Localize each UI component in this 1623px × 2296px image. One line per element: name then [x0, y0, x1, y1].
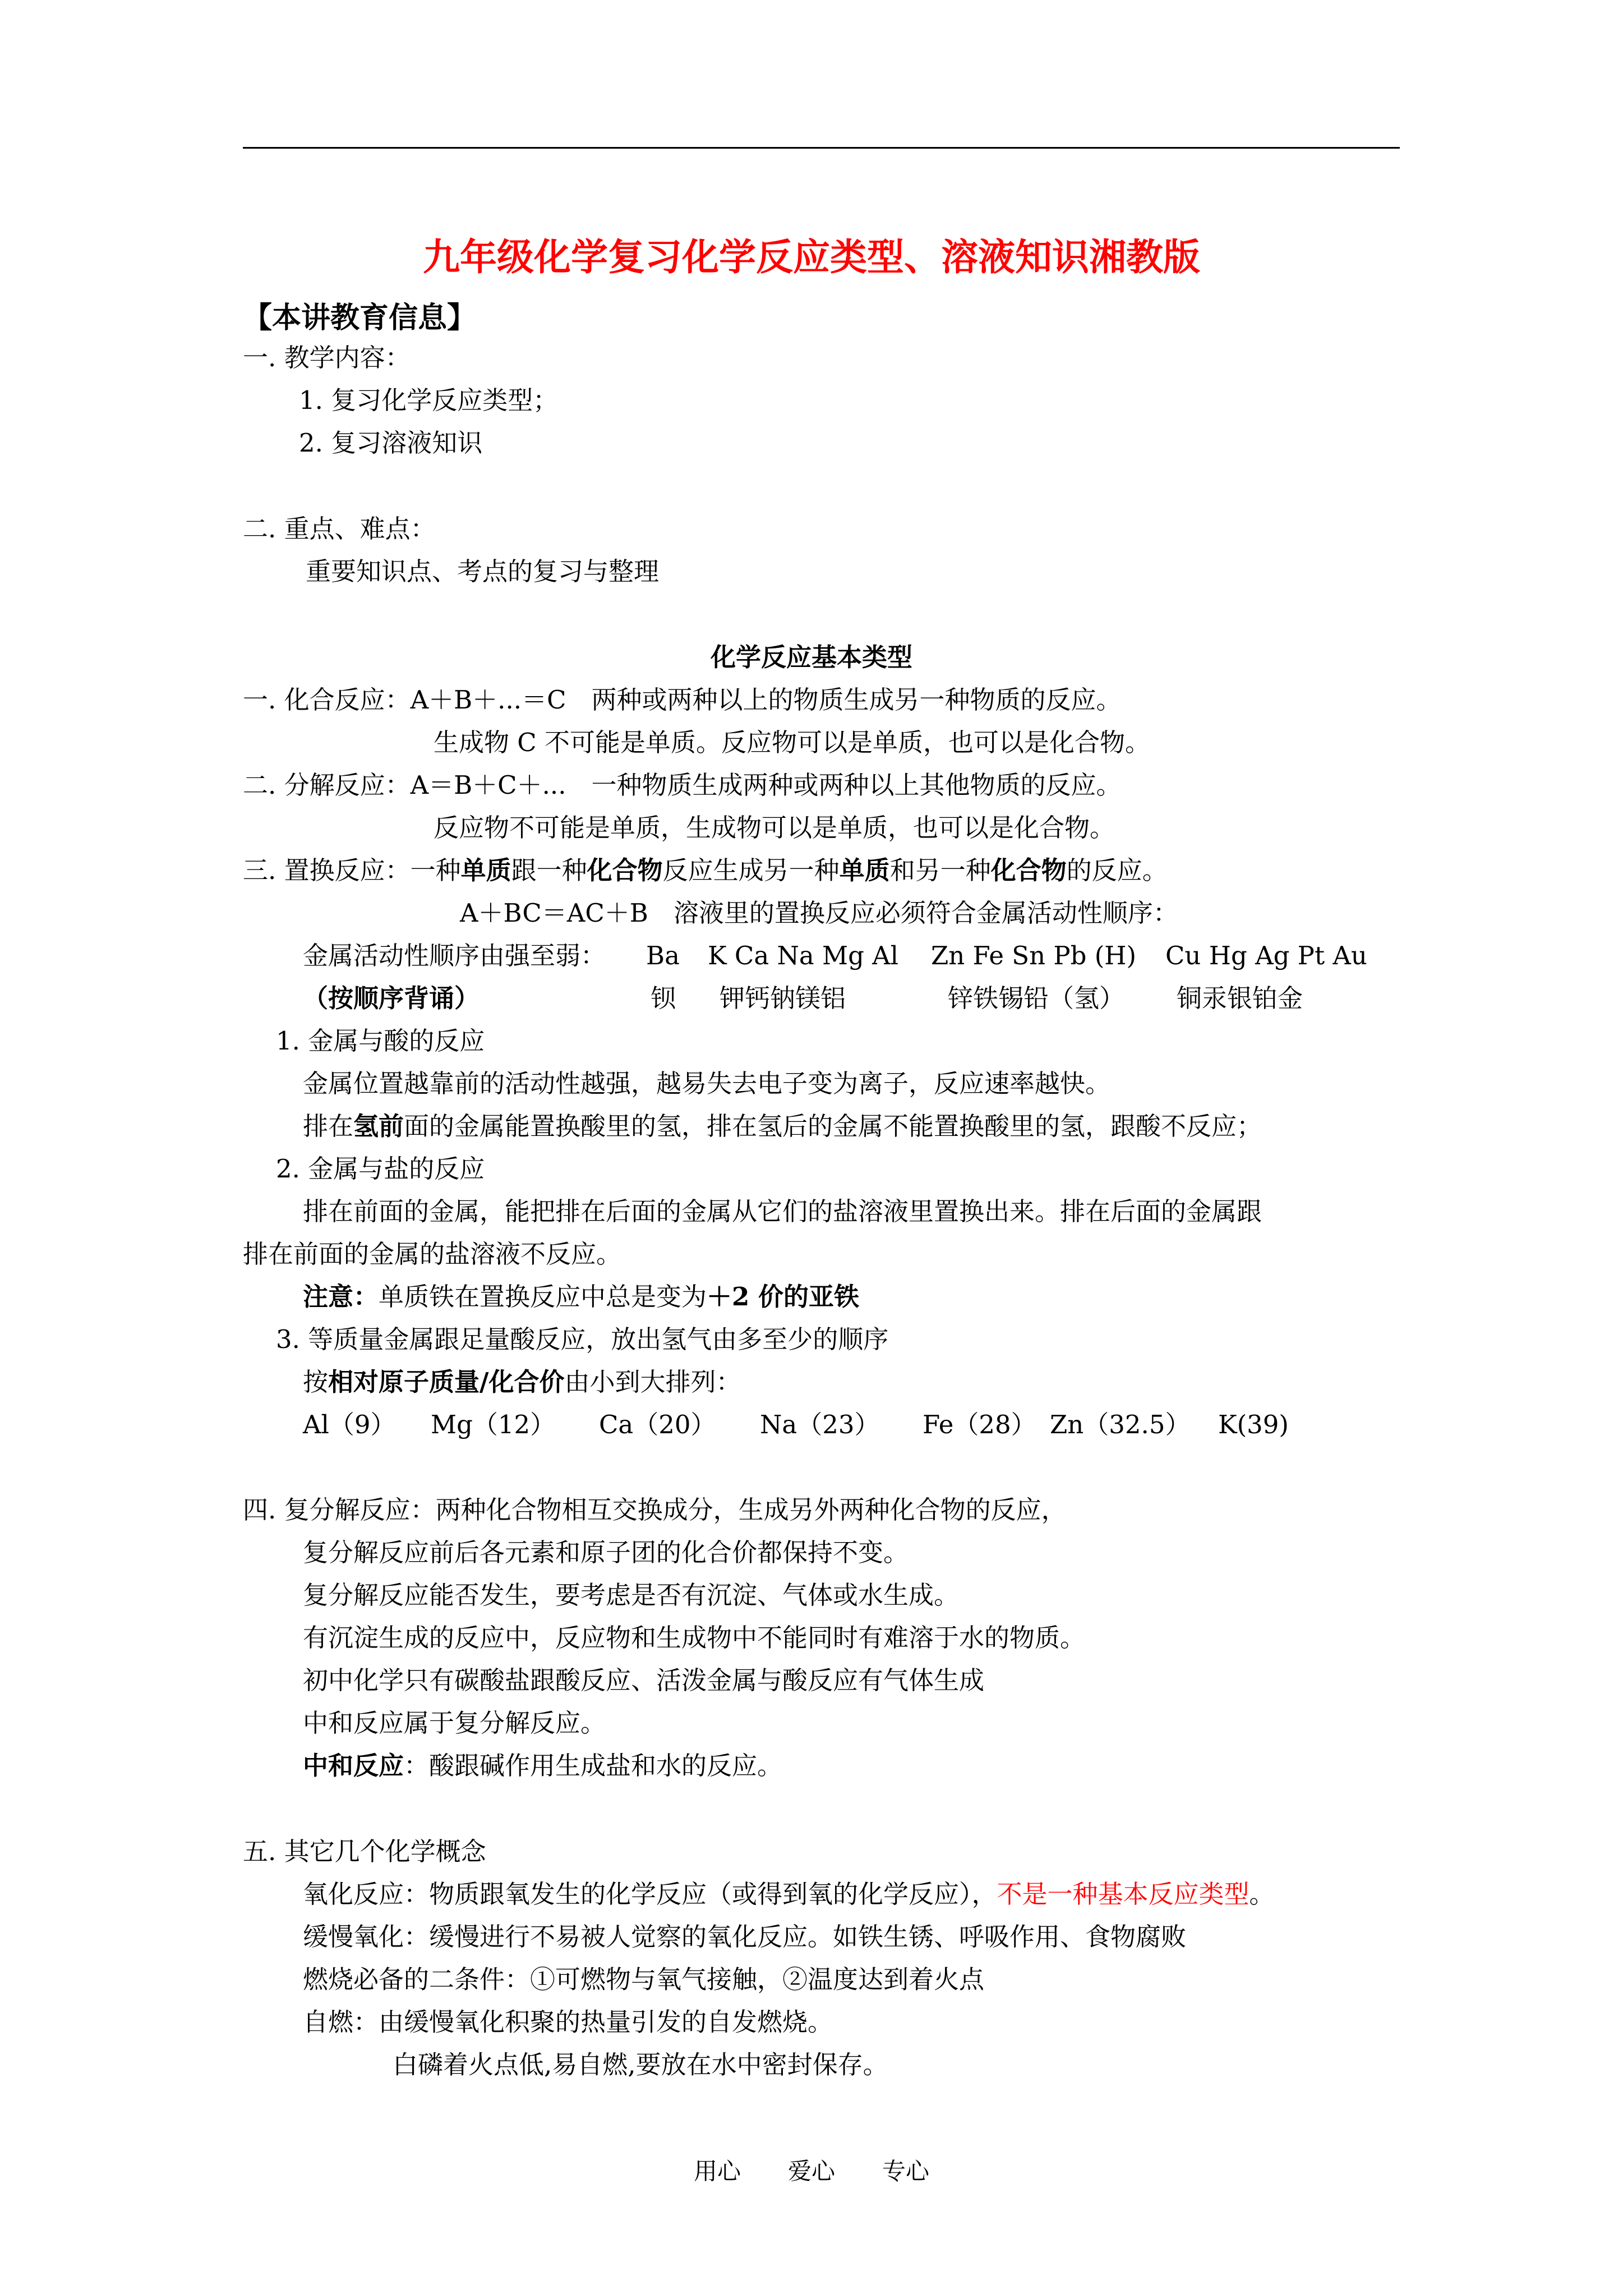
r1-line2: 生成物 C 不可能是单质。反应物可以是单质，也可以是化合物。 [434, 728, 1151, 757]
note-line: 注意：单质铁在置换反应中总是变为＋2 价的亚铁 [303, 1282, 860, 1312]
sub1-line2: 排在氢前面的金属能置换酸里的氢，排在氢后的金属不能置换酸里的氢，跟酸不反应； [303, 1111, 1262, 1141]
phosphorus-line: 白磷着火点低,易自燃,要放在水中密封保存。 [393, 2050, 888, 2079]
r1-line1: 一. 化合反应：A＋B＋...＝C 两种或两种以上的物质生成另一种物质的反应。 [243, 685, 1122, 715]
r4-line1: 四. 复分解反应：两种化合物相互交换成分，生成另外两种化合物的反应， [243, 1495, 1067, 1525]
sub1-line1: 金属位置越靠前的活动性越强，越易失去电子变为离子，反应速率越快。 [303, 1069, 1111, 1098]
sub2-title: 2. 金属与盐的反应 [276, 1154, 485, 1184]
header-rule [243, 147, 1400, 149]
activity-group-1: Ba [646, 941, 680, 970]
spontaneous-line: 自燃：由缓慢氧化积聚的热量引发的自发燃烧。 [303, 2007, 833, 2037]
section-title: 化学反应基本类型 [710, 642, 912, 672]
document-title: 九年级化学复习化学反应类型、溶液知识湘教版 [423, 235, 1200, 279]
r4-line6: 中和反应属于复分解反应。 [303, 1708, 606, 1738]
order-item: Ca（20） [599, 1410, 716, 1439]
activity-cn-2: 钾钙钠镁铝 [720, 983, 846, 1013]
s1-item1: 1. 复习化学反应类型； [299, 385, 559, 415]
s1-heading: 一. 教学内容： [243, 343, 411, 372]
r2-line1: 二. 分解反应：A＝B＋C＋... 一种物质生成两种或两种以上其他物质的反应。 [243, 770, 1122, 800]
sub3-title: 3. 等质量金属跟足量酸反应，放出氢气由多至少的顺序 [276, 1324, 889, 1354]
activity-cn-1: 钡 [651, 983, 676, 1013]
r3-formula: A＋BC＝AC＋B 溶液里的置换反应必须符合金属活动性顺序： [460, 898, 1178, 928]
page-footer: 用心 爱心 专心 [693, 2157, 929, 2185]
neutralization-line: 中和反应：酸跟碱作用生成盐和水的反应。 [303, 1751, 783, 1780]
combustion-line: 燃烧必备的二条件：①可燃物与氧气接触，②温度达到着火点 [303, 1964, 985, 1994]
order-item: Al（9） [303, 1410, 396, 1439]
s2-heading: 二. 重点、难点： [243, 514, 436, 544]
order-item: Na（23） [760, 1410, 880, 1439]
activity-group-2: K Ca Na Mg Al [708, 941, 899, 970]
activity-group-3: Zn Fe Sn Pb (H) [931, 941, 1137, 970]
r2-line2: 反应物不可能是单质，生成物可以是单质，也可以是化合物。 [434, 813, 1115, 843]
r4-line3: 复分解反应能否发生，要考虑是否有沉淀、气体或水生成。 [303, 1580, 960, 1610]
recite-label: （按顺序背诵） [303, 983, 480, 1013]
slow-oxidation-line: 缓慢氧化：缓慢进行不易被人觉察的氧化反应。如铁生锈、呼吸作用、食物腐败 [303, 1922, 1187, 1952]
r3-definition: 三. 置换反应：一种单质跟一种化合物反应生成另一种单质和另一种化合物的反应。 [243, 855, 1168, 885]
activity-label: 金属活动性顺序由强至弱： [303, 941, 606, 970]
order-item: Zn（32.5） [1050, 1410, 1191, 1439]
activity-cn-3: 锌铁锡铅（氢） [948, 983, 1125, 1013]
order-item: Mg（12） [431, 1410, 556, 1439]
r4-line2: 复分解反应前后各元素和原子团的化合价都保持不变。 [303, 1538, 909, 1567]
sub2-line1: 排在前面的金属，能把排在后面的金属从它们的盐溶液里置换出来。排在后面的金属跟 [303, 1197, 1262, 1226]
order-item: Fe（28） [923, 1410, 1036, 1439]
order-item: K(39) [1218, 1410, 1289, 1439]
s2-body: 重要知识点、考点的复习与整理 [306, 556, 660, 586]
info-header: 【本讲教育信息】 [243, 301, 477, 335]
sub3-line: 按相对原子质量/化合价由小到大排列： [303, 1367, 741, 1397]
sub1-title: 1. 金属与酸的反应 [276, 1026, 485, 1056]
r5-heading: 五. 其它几个化学概念 [243, 1837, 486, 1866]
sub2-line2: 排在前面的金属的盐溶液不反应。 [243, 1239, 622, 1269]
activity-group-4: Cu Hg Ag Pt Au [1165, 941, 1367, 970]
r4-line4: 有沉淀生成的反应中，反应物和生成物中不能同时有难溶于水的物质。 [303, 1623, 1086, 1653]
r4-line5: 初中化学只有碳酸盐跟酸反应、活泼金属与酸反应有气体生成 [303, 1665, 985, 1695]
activity-cn-4: 铜汞银铂金 [1177, 983, 1303, 1013]
s1-item2: 2. 复习溶液知识 [299, 428, 483, 458]
oxidation-line: 氧化反应：物质跟氧发生的化学反应（或得到氧的化学反应），不是一种基本反应类型。 [303, 1879, 1275, 1909]
